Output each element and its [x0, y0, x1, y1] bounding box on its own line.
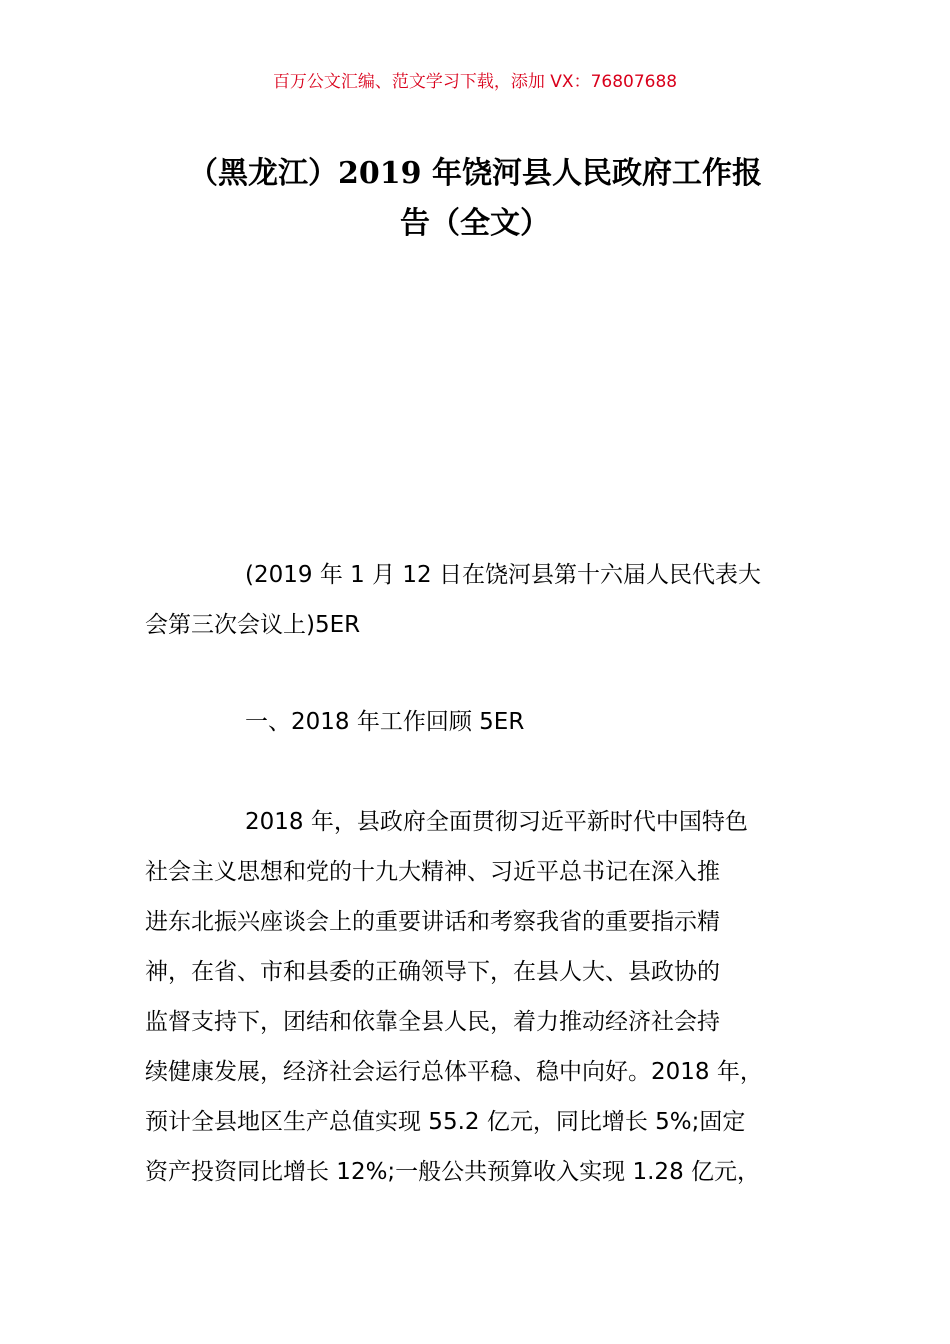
- title-line-2: 告（全文）: [400, 206, 550, 241]
- paragraph-line-6: 续健康发展，经济社会运行总体平稳、稳中向好。2018 年，: [145, 1059, 763, 1085]
- meeting-subtitle: [145, 550, 815, 650]
- paragraph-line-1: 2018 年，县政府全面贯彻习近平新时代中国特色: [245, 809, 748, 835]
- body-paragraph: [145, 797, 815, 1197]
- paragraph-line-2: 社会主义思想和党的十九大精神、习近平总书记在深入推: [145, 859, 720, 885]
- paragraph-line-5: 监督支持下，团结和依靠全县人民，着力推动经济社会持: [145, 1009, 720, 1035]
- watermark-header: 百万公文汇编、范文学习下载，添加 VX：76807688: [272, 72, 678, 92]
- document-title: [140, 149, 810, 249]
- paragraph-line-7: 预计全县地区生产总值实现 55.2 亿元，同比增长 5%;固定: [145, 1109, 746, 1135]
- section-heading: [145, 697, 815, 747]
- subtitle-line-2: 会第三次会议上)5ER: [145, 612, 361, 638]
- paragraph-line-4: 神，在省、市和县委的正确领导下，在县人大、县政协的: [145, 959, 720, 985]
- paragraph-line-8: 资产投资同比增长 12%;一般公共预算收入实现 1.28 亿元，: [145, 1159, 761, 1185]
- title-line-1: （黑龙江）2019 年饶河县人民政府工作报: [188, 156, 762, 191]
- subtitle-line-1: (2019 年 1 月 12 日在饶河县第十六届人民代表大: [245, 562, 761, 588]
- section-heading-text: 一、2018 年工作回顾 5ER: [245, 709, 525, 735]
- paragraph-line-3: 进东北振兴座谈会上的重要讲话和考察我省的重要指示精: [145, 909, 720, 935]
